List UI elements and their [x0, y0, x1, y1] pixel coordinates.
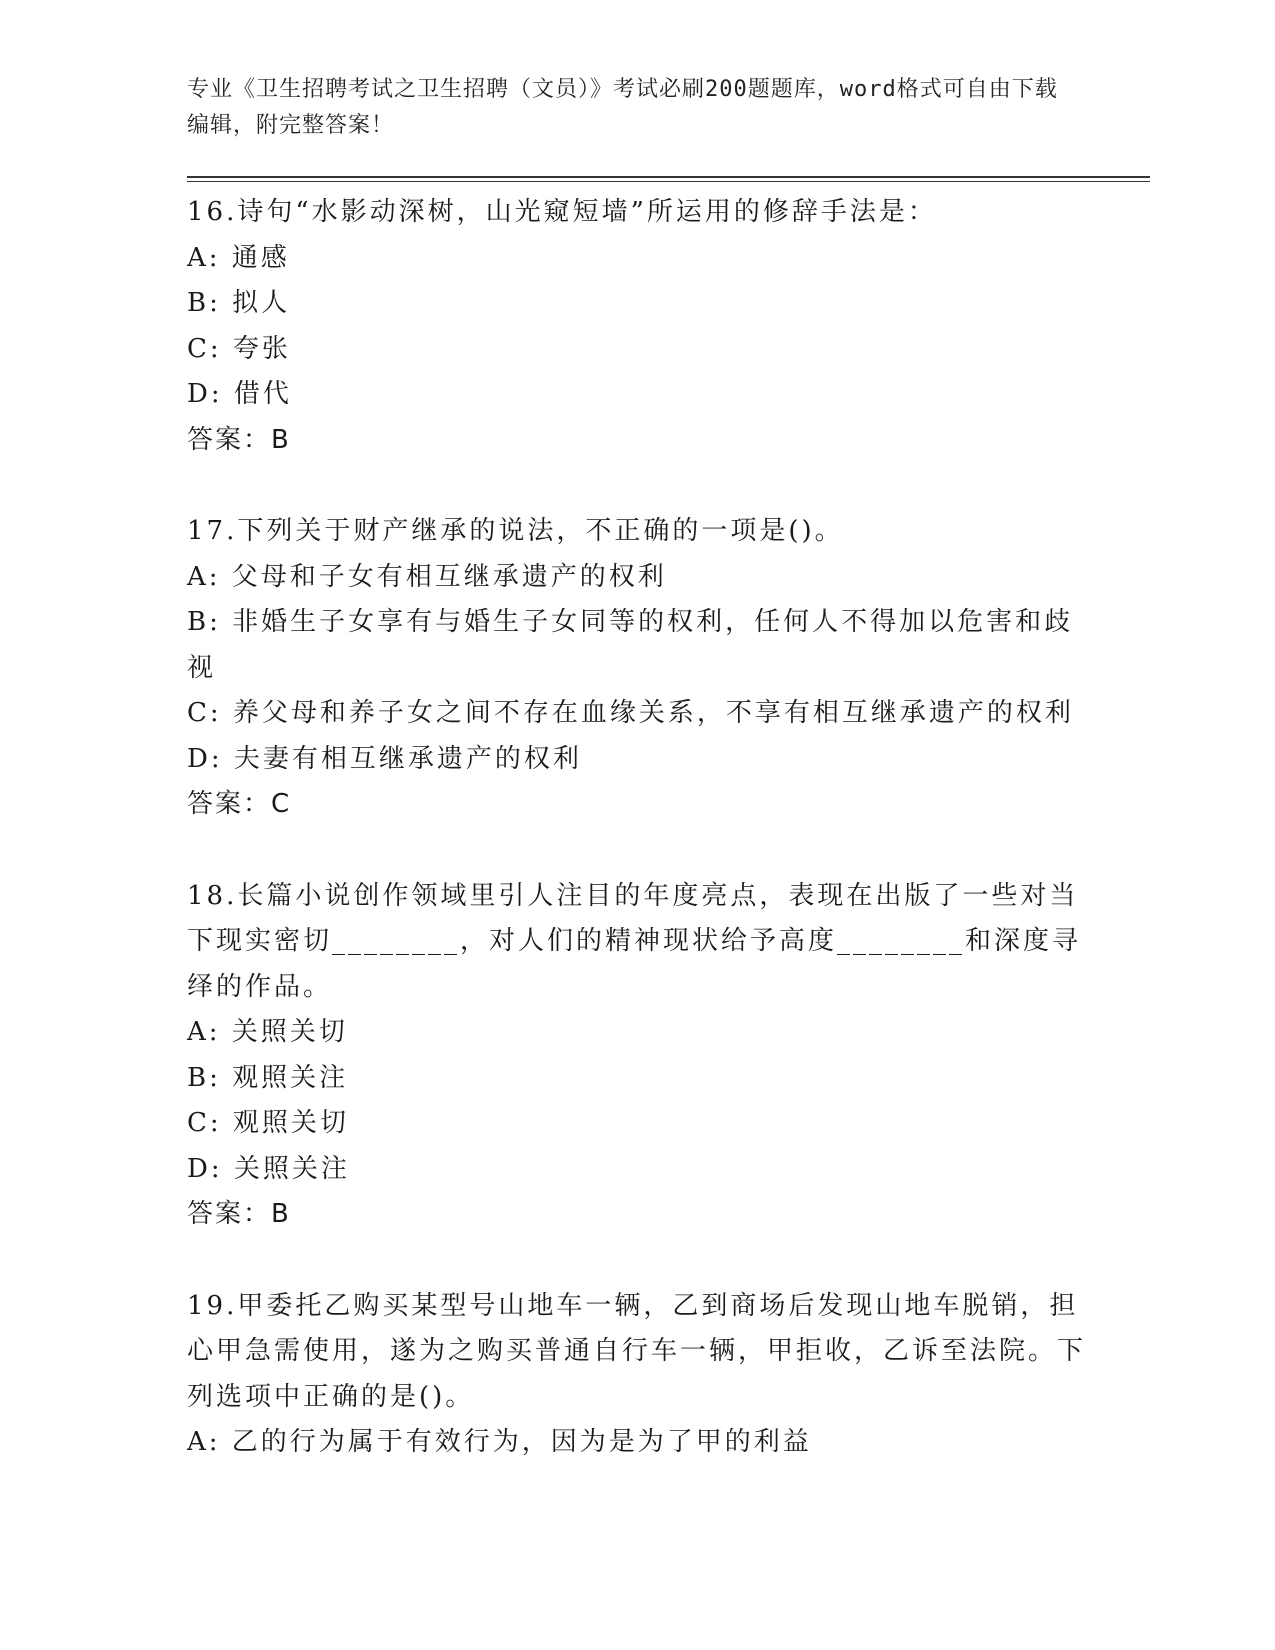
- option-d: D: 关照关注: [187, 1153, 350, 1184]
- option-c: C: 观照关切: [187, 1108, 349, 1138]
- option-a: A: 关照关切: [187, 1017, 348, 1047]
- option-b: B: 观照关注: [187, 1062, 349, 1093]
- question-17: [187, 509, 1087, 828]
- option-b: B: 拟人: [187, 288, 291, 318]
- option-d: D: 借代: [187, 379, 292, 409]
- answer-line: 答案：B: [187, 424, 291, 455]
- answer-line: 答案：B: [187, 1199, 291, 1229]
- question-stem: 19.甲委托乙购买某型号山地车一辆，乙到商场后发现山地车脱销，担心甲急需使用，遂为之购买普通自行车一辆，甲拒收，乙诉至法院。下列选项中正确的是()。: [187, 1290, 1087, 1412]
- option-a: A: 通感: [187, 242, 290, 273]
- option-c: C: 养父母和养子女之间不存在血缘关系，不享有相互继承遗产的权利: [187, 698, 1074, 728]
- question-16: [187, 190, 1087, 463]
- question-stem: 18.长篇小说创作领域里引人注目的年度亮点，表现在出版了一些对当下现实密切________，对人们的精神现状给予高度________和深度寻绎的作品。: [187, 880, 1082, 1002]
- document-header: [187, 72, 1067, 144]
- option-a: A: 父母和子女有相互继承遗产的权利: [187, 561, 667, 592]
- question-stem: 17.下列关于财产继承的说法，不正确的一项是()。: [187, 516, 844, 546]
- option-b: B: 非婚生子女享有与婚生子女同等的权利，任何人不得加以危害和歧视: [187, 607, 1074, 683]
- answer-line: 答案：C: [187, 789, 292, 819]
- option-d: D: 夫妻有相互继承遗产的权利: [187, 743, 582, 774]
- option-a: A: 乙的行为属于有效行为，因为是为了甲的利益: [187, 1427, 812, 1457]
- question-list: [187, 190, 1087, 1512]
- header-divider-thin: [187, 181, 1150, 182]
- question-19: [187, 1284, 1087, 1466]
- header-text: 专业《卫生招聘考试之卫生招聘（文员）》考试必刷200题题库，word格式可自由下载编辑，附完整答案！: [187, 77, 1058, 138]
- option-c: C: 夸张: [187, 333, 291, 364]
- question-stem: 16.诗句“水影动深树，山光窥短墙”所运用的修辞手法是：: [187, 197, 937, 227]
- header-divider-thick: [187, 176, 1150, 178]
- question-18: [187, 874, 1087, 1238]
